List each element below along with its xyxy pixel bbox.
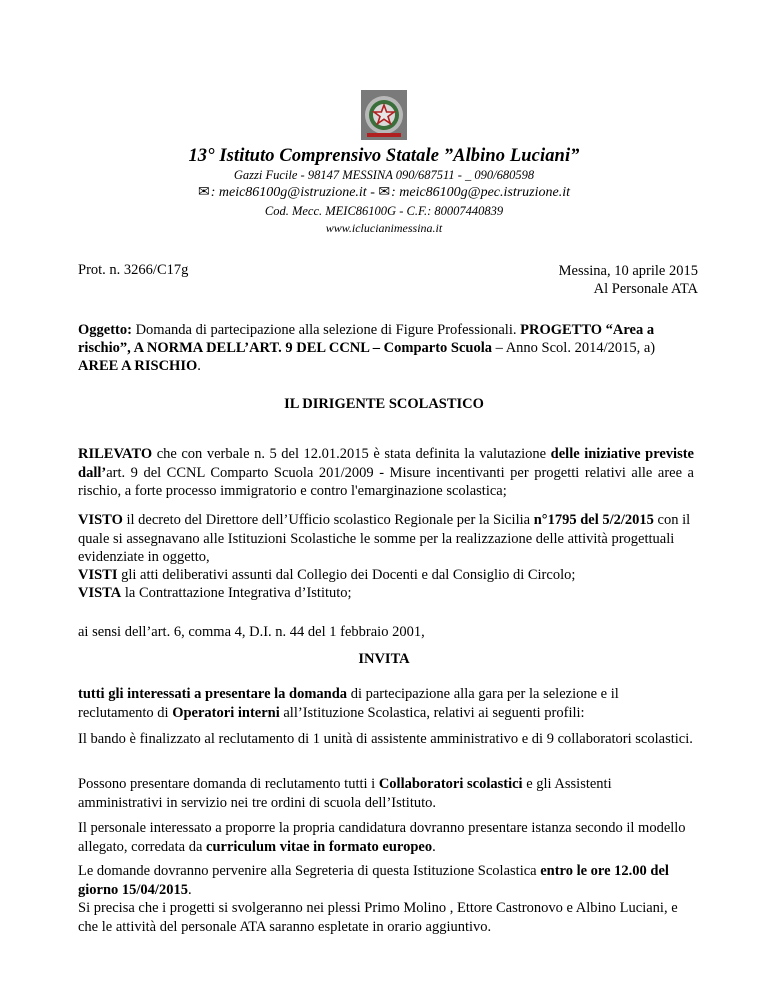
protocol-number: Prot. n. 3266/C17g (78, 262, 189, 278)
email-line (0, 184, 768, 201)
mail-icon-pec: ✉ (378, 185, 391, 200)
precisa-paragraph: Si precisa che i progetti si svolgeranno nei plessi Primo Molino , Ettore Castronovo e Albino Luciani, e che le attività del personale ATA saranno espletate in orario aggiuntivo. (78, 900, 678, 935)
ai-sensi-paragraph: ai sensi dell’art. 6, comma 4, D.I. n. 44 del 1 febbraio 2001, (78, 624, 425, 640)
place-date: Messina, 10 aprile 2015 (558, 263, 698, 279)
institutional-email[interactable]: : meic86100g@istruzione.it - (210, 185, 379, 200)
bando-paragraph: Il bando è finalizzato al reclutamento di 1 unità di assistente amministrativo e di 9 collaboratori scolastici. (78, 731, 693, 747)
domande-paragraph: Le domande dovranno pervenire alla Segreteria di questa Istituzione Scolastica entro le ore 12.00 del giorno 15/04/2015. (78, 863, 669, 898)
visto-paragraph: VISTO il decreto del Direttore dell’Ufficio scolastico Regionale per la Sicilia n°1795 del 5/2/2015 con il quale si assegnavano alle Istituzioni Scolastiche le somme per la realizzazione delle attività progettuali evidenziate in oggetto, (78, 512, 691, 565)
pec-email[interactable]: : meic86100g@pec.istruzione.it (391, 185, 570, 200)
vista-paragraph: VISTA la Contrattazione Integrativa d’Istituto; (78, 585, 352, 601)
possono-paragraph: Possono presentare domanda di reclutamento tutti i Collaboratori scolastici e gli Assistenti amministrativi in servizio nei tre ordini di scuola dell’Istituto. (78, 776, 612, 811)
cod-mecc-line: Cod. Mecc. MEIC86100G - C.F.: 80007440839 (264, 204, 504, 218)
invita-paragraph: tutti gli interessati a presentare la domanda di partecipazione alla gara per la selezione e il reclutamento di Operatori interni all’Istituzione Scolastica, relativi ai seguenti profili: (78, 686, 619, 721)
place-date-block (559, 262, 698, 298)
italian-republic-emblem (361, 90, 407, 140)
website-link[interactable]: www.iclucianimessina.it (325, 221, 443, 235)
recipient: Al Personale ATA (593, 281, 698, 297)
rilevato-paragraph: RILEVATO che con verbale n. 5 del 12.01.2015 è stata definita la valutazione delle iniziative previste dall’art. 9 del CCNL Comparto Scuola 201/2009 - Misure incentivanti per progetti relativi alle aree a rischio, a forte processo immigratorio e contro l'emarginazione scolastica; (78, 446, 694, 499)
visti-paragraph: VISTI gli atti deliberativi assunti dal Collegio dei Docenti e dal Consiglio di Circolo; (78, 567, 576, 583)
subject-label: Oggetto: (78, 322, 132, 338)
mail-icon: ✉ (197, 185, 210, 200)
subject-paragraph: Oggetto: Domanda di partecipazione alla selezione di Figure Professionali. PROGETTO “Area a rischio”, A NORMA DELL’ART. 9 DEL CCNL – Comparto Scuola – Anno Scol. 2014/2015, a) AREE A RISCHIO. (78, 322, 656, 374)
dirigente-heading: IL DIRIGENTE SCOLASTICO (284, 396, 484, 412)
invita-heading: INVITA (358, 651, 410, 667)
address-line: Gazzi Fucile - 98147 MESSINA 090/687511 - _ 090/680598 (233, 168, 535, 182)
school-name: 13° Istituto Comprensivo Statale ”Albino Luciani” (188, 146, 580, 166)
personale-paragraph: Il personale interessato a proporre la propria candidatura dovranno presentare istanza secondo il modello allegato, corredata da curriculum vitae in formato europeo. (78, 820, 686, 855)
